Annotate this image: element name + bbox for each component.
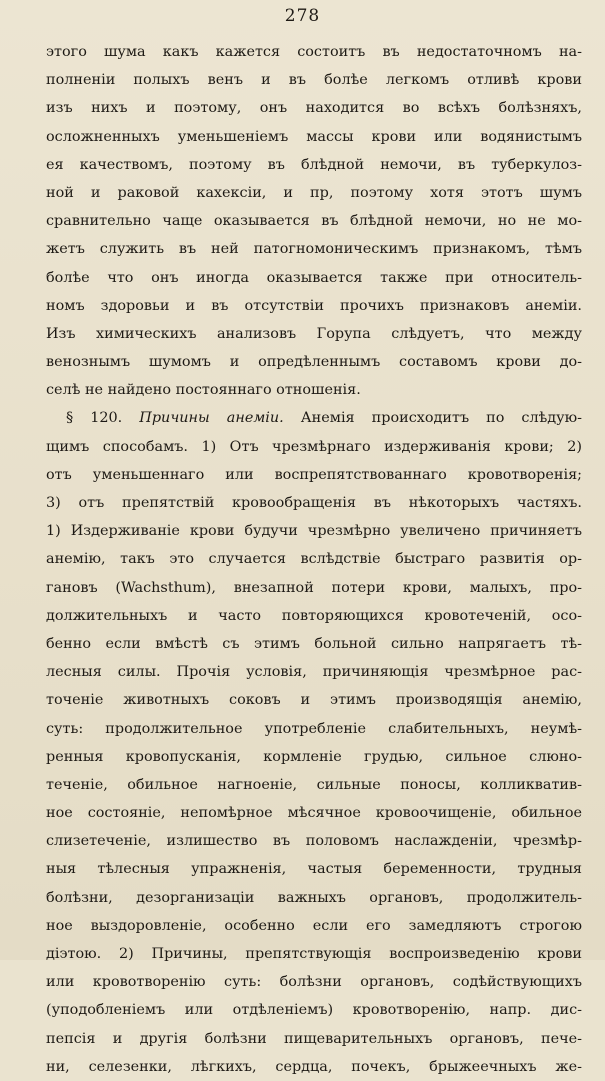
section-120-body [46, 433, 582, 1081]
text-line: щимъ способамъ. 1) Отъ чрезмѣрнаго издерживанія крови; 2) [46, 438, 582, 455]
paragraph-anemia-murmur [46, 38, 582, 404]
section-heading-line [46, 404, 582, 432]
text-line: ни, селезенки, лѣгкихъ, сердца, почекъ, брыжеечныхъ же- [46, 1058, 582, 1075]
text-line: ренныя кровопусканія, кормленіе грудью, сильное слюно- [46, 748, 582, 765]
text-line: суть: продолжительное употребленіе слабительныхъ, неумѣ- [46, 720, 582, 737]
text-line: пепсія и другія болѣзни пищеварительныхъ органовъ, пече- [46, 1030, 582, 1047]
text-line: слизетеченіе, излишество въ половомъ наслажденіи, чрезмѣр- [46, 833, 582, 850]
text-line: ное выздоровленіе, особенно если его замедляютъ строгою [46, 917, 582, 934]
text-line: должительныхъ и часто повторяющихся кровотеченій, осо- [46, 607, 582, 624]
text-line: венознымъ шумомъ и опредѣленнымъ составомъ крови до- [46, 354, 582, 371]
page-body [46, 38, 582, 1081]
text-line: Изъ химическихъ анализовъ Горупа слѣдуетъ, что между [46, 325, 582, 342]
text-line: (уподобленіемъ или отдѣленіемъ) кровотворенію, напр. дис- [46, 1002, 582, 1019]
text-line: бенно если вмѣстѣ съ этимъ больной сильно напрягаетъ тѣ- [46, 635, 582, 652]
text-line: теченіе, обильное нагноеніе, сильные поносы, колликватив- [46, 776, 582, 793]
text-line: отъ уменьшеннаго или воспрепятствованнаго кровотворенія; [46, 466, 582, 483]
text-line: 1) Издерживаніе крови будучи чрезмѣрно увеличено причиняетъ [46, 523, 582, 540]
text-line: ныя тѣлесныя упражненія, частыя беременности, трудныя [46, 861, 582, 878]
text-line: болѣе что онъ иногда оказывается также при относитель- [46, 269, 582, 286]
text-line: селѣ не найдено постояннаго отношенія. [46, 382, 361, 399]
text-line: сравнительно чаще оказывается въ блѣдной немочи, но не мо- [46, 213, 582, 230]
text-line: гановъ (Wachsthum), внезапной потери крови, малыхъ, про- [46, 579, 582, 596]
text-line: или кровотворенію суть: болѣзни органовъ, содѣйствующихъ [46, 974, 582, 991]
text-line: ное состояніе, непомѣрное мѣсячное кровоочищеніе, обильное [46, 805, 582, 822]
section-first-line-text: Анемія происходитъ по слѣдую- [300, 410, 583, 427]
text-line: точеніе животныхъ соковъ и этимъ производящія анемію, [46, 692, 582, 709]
section-title: Причины анеміи. [139, 410, 284, 427]
text-line: 3) отъ препятствій кровообращенія въ нѣкоторыхъ частяхъ. [46, 495, 582, 511]
text-line: ной и раковой кахексіи, и пр, поэтому хотя этотъ шумъ [46, 184, 582, 201]
text-line: анемію, такъ это случается вслѣдствіе быстраго развитія ор- [46, 551, 582, 568]
page-number: 278 [284, 6, 321, 26]
text-line: этого шума какъ кажется состоитъ въ недостаточномъ на- [46, 44, 582, 60]
text-line: изъ нихъ и поэтому, онъ находится во всѣхъ болѣзняхъ, [46, 100, 582, 117]
section-number: § 120. [66, 410, 123, 427]
text-line: діэтою. 2) Причины, препятствующія воспроизведенію крови [46, 946, 582, 962]
section-120 [46, 404, 582, 1081]
text-line: жетъ служить въ ней патогномоническимъ признакомъ, тѣмъ [46, 241, 582, 258]
text-line: номъ здоровьи и въ отсутствіи прочихъ признаковъ анеміи. [46, 297, 582, 314]
text-line: лесныя силы. Прочія условія, причиняющія чрезмѣрное рас- [46, 664, 582, 681]
text-line: полненіи полыхъ венъ и въ болѣе легкомъ отливѣ крови [46, 72, 582, 89]
text-line: болѣзни, дезорганизаціи важныхъ органовъ, продолжитель- [46, 889, 582, 906]
text-line: ея качествомъ, поэтому въ блѣдной немочи, въ туберкулоз- [46, 156, 582, 173]
text-line: осложненныхъ уменьшеніемъ массы крови или водянистымъ [46, 128, 582, 145]
